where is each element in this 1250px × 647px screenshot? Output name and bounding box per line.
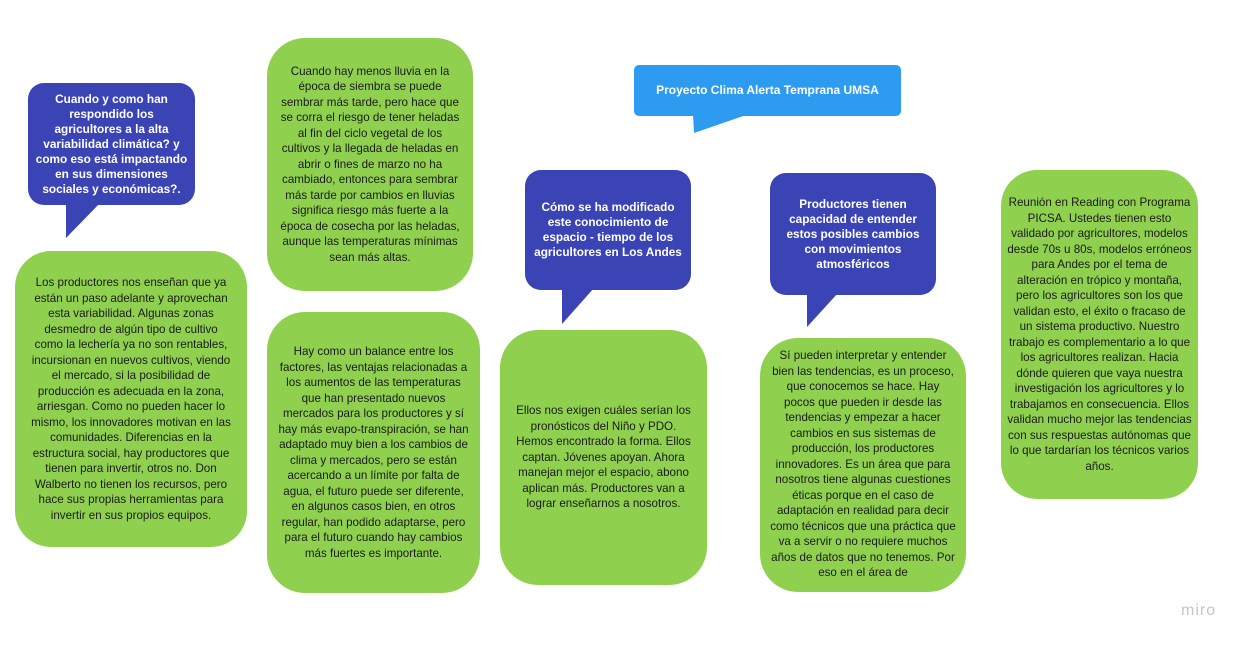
sticky-note-balance-factores[interactable] [267, 312, 480, 593]
sticky-note-text: Ellos nos exigen cuáles serían los pronósticos del Niño y PDO. Hemos encontrado la forma. Ellos captan. Jóvenes apoyan. Ahora manejan mejor el espacio, abono aplican más. Productores van a lograr enseñarnos a nosotros. [516, 404, 691, 511]
sticky-note-text: Los productores nos enseñan que ya están un paso adelante y aprovechan esta variabilidad. Algunas zonas desmedro de algún tipo de cultivo como la lechería ya no son rentables, incursionan en nuevos cultivos, viendo el mercado, si la posibilidad de producción es adecuada en la zona, arriesgan. Como no pueden hacer lo mismo, los innovadores motivan en las comunidades. Diferencias en la estructura social, hay productores que tienen para invertir, otros no. Don Walberto no tienen los recursos, pero hace sus propias herramientas para invertir en sus propios equipos. [31, 276, 231, 522]
project-title-bubble[interactable] [634, 65, 901, 116]
project-title: Proyecto Clima Alerta Temprana UMSA [656, 82, 879, 97]
question-bubble-text: Cómo se ha modificado este conocimiento de espacio - tiempo de los agricultores en Los Andes [534, 200, 682, 259]
speech-bubble-tail [64, 203, 104, 239]
speech-bubble-tail [806, 293, 846, 329]
sticky-note-text: Cuando hay menos lluvia en la época de siembra se puede sembrar más tarde, pero hace que se corra el riesgo de tener heladas al fin del ciclo vegetal de los cultivos y la llegada de heladas en abrir o fines de marzo no ha cambiado, entonces para sembrar más tarde por cambios en lluvias significa riesgo más fuerte a la época de cosecha por las heladas, aunque las temperaturas mínimas sean más altas. [280, 64, 460, 264]
question-bubble-text: Cuando y como han respondido los agricultores a la alta variabilidad climática? y como eso está impactando en sus dimensiones sociales y económicas?. [35, 91, 188, 196]
question-bubble-climate-variability[interactable] [28, 83, 195, 205]
sticky-note-reunion-reading[interactable] [1001, 170, 1198, 499]
question-bubble-text: Productores tienen capacidad de entender estos posibles cambios con movimientos atmosféricos [786, 196, 920, 271]
sticky-note-text: Sí pueden interpretar y entender bien las tendencias, es un proceso, que conocemos se hace. Hay pocos que pueden ir desde las tendencias y empezar a hacer cambios en sus sistemas de producción, los productores innovadores. Es un área que para nosotros tiene algunas cuestiones éticas porque en el caso de adaptación en realidad para decir como técnicos que una práctica que va a servir o no requiere muchos años de datos que no tenemos. Por eso en el área de [770, 349, 956, 579]
sticky-note-productores-ensenan[interactable] [15, 251, 247, 547]
question-bubble-capacidad-entender[interactable] [770, 173, 936, 295]
speech-bubble-tail [560, 288, 600, 326]
speech-bubble-tail [693, 114, 753, 134]
sticky-note-interpretar-tendencias[interactable] [760, 338, 966, 592]
sticky-note-text: Reunión en Reading con Programa PICSA. Ustedes tienen esto validado por agricultores, modelos desde 70s u 80s, modelos erróneos para Andes por el tema de alteración en trópico y montaña, pero los agricultores son los que validan esto, el éxito o fracaso de un sistema productivo. Nuestro trabajo es complementario a lo que los agricultores realizan. Hacia dónde quieren que vaya nuestra investigación los agricultores y lo trabajamos en consecuencia. Ellos validan mucho mejor las tendencias con sus respuestas autónomas que lo que tardarían los técnicos varios años. [1007, 196, 1192, 473]
question-bubble-espacio-tiempo[interactable] [525, 170, 691, 290]
sticky-note-pronosticos-nino[interactable] [500, 330, 707, 585]
sticky-note-menos-lluvia[interactable] [267, 38, 473, 291]
sticky-note-text: Hay como un balance entre los factores, las ventajas relacionadas a los aumentos de las temperaturas que han presentado nuevos mercados para los productores y sí hay más evapo-transpiración, se han adaptado muy bien a los cambios de clima y mercados, pero se están acercando a un límite por falta de agua, el futuro puede ser diferente, en algunos casos bien, en otros regular, han podido adaptarse, pero para el futuro cuando hay cambios más fuertes es importante. [278, 345, 469, 560]
miro-watermark-logo: miro [1181, 602, 1217, 619]
